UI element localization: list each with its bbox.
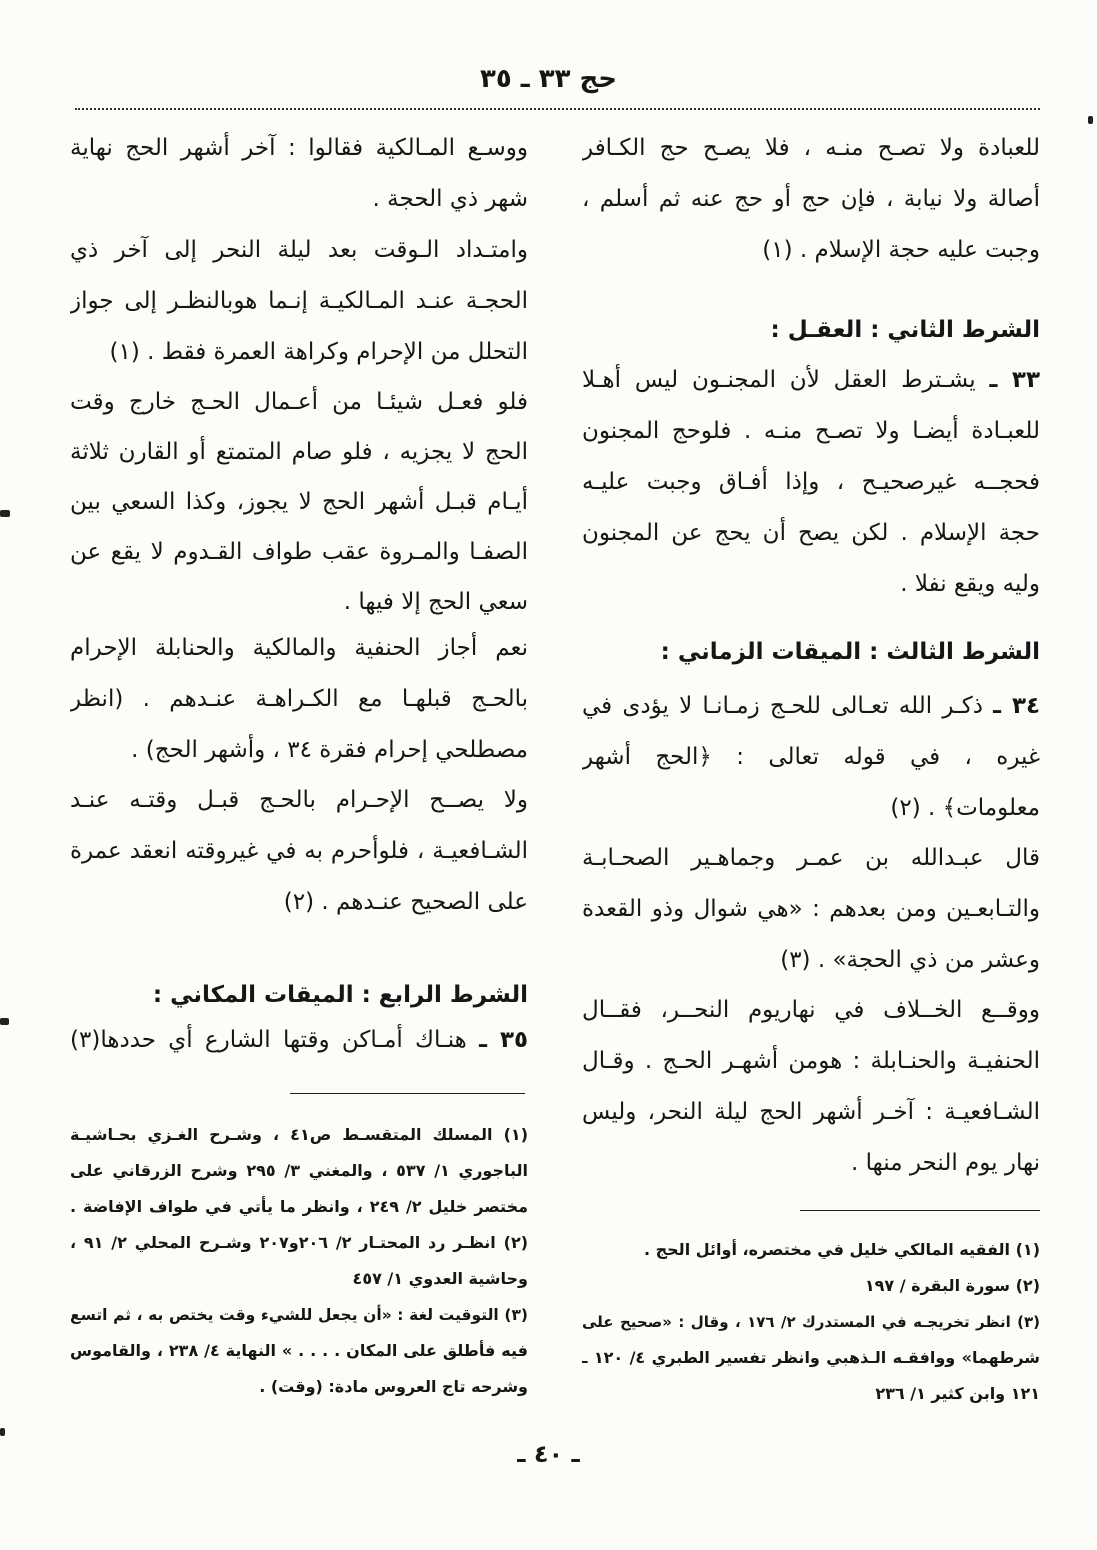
text-line: بالحـج قبلهـا مع الكـراهـة عنـدهم . (انظر	[70, 686, 528, 712]
footnote-line: وشرحه تاج العروس مادة: (وقت) .	[259, 1377, 528, 1396]
footnote-line: شرطهما» ووافقـه الـذهبي وانظر تفسير الطبري ٤/ ١٢٠ ـ	[582, 1348, 1040, 1367]
left-col-paragraph-5	[70, 775, 528, 928]
footnote-line: (٣) التوقيت لغة : «أن يجعل للشيء وقت يختص به ، ثم اتسع	[70, 1306, 528, 1324]
footnote-separator	[800, 1210, 1040, 1211]
text-line: والتـابعـين ومن بعدهم : «هي شوال وذو القعدة	[582, 896, 1040, 922]
text-line: نعم أجاز الحنفية والمالكية والحنابلة الإحرام	[70, 635, 528, 661]
text-line: الشـافعيـة : آخـر أشهر الحج ليلة النحر، وليس	[582, 1099, 1040, 1125]
scan-mark	[1088, 116, 1093, 124]
scan-mark	[0, 1018, 9, 1025]
text-line: مصطلحي إحرام فقرة ٣٤ ، وأشهر الحج) .	[131, 737, 528, 763]
text-line: نهار يوم النحر منها .	[851, 1150, 1040, 1176]
section-heading: الشرط الثاني : العقـل :	[770, 317, 1040, 343]
section-heading-condition-3	[582, 627, 1040, 678]
right-col-paragraph-4	[582, 833, 1040, 986]
text-line: شهر ذي الحجة .	[372, 186, 528, 212]
text-line	[582, 355, 1040, 406]
left-col-paragraph-4	[70, 623, 528, 776]
text-line: أصالة ولا نيابة ، فإن حج أو حج عنه ثم أسلم ،	[582, 186, 1040, 212]
left-col-paragraph-2	[70, 225, 528, 378]
text-line-content: هنـاك أمـاكن وقتها الشارع أي حددها(٣)	[70, 1027, 467, 1053]
paragraph-33	[582, 355, 1040, 610]
footnote-line: فيه فأطلق على المكان . . . . » النهاية ٤/ ٢٣٨ ، والقاموس	[70, 1341, 528, 1360]
text-line: الحنفيـة والحنـابلة : هومن أشهـر الحـج . وقـال	[582, 1048, 1040, 1074]
text-line: ووسـع المـالكية فقالوا : آخر أشهر الحج نهاية	[70, 135, 528, 161]
text-line-content: ذكـر الله تعـالى للحـج زمـانـا لا يؤدى في	[582, 693, 983, 719]
scan-mark	[0, 1428, 5, 1436]
section-heading-condition-2	[582, 305, 1040, 356]
footnote-line: (٣) انظر تخريجـه في المستدرك ٢/ ١٧٦ ، وقال : «صحيح على	[582, 1313, 1040, 1331]
text-line: أيـام قبـل أشهر الحج لا يجوز، وكذا السعي بين	[70, 489, 528, 515]
text-line: حجة الإسلام . لكن يصح أن يحج عن المجنون	[582, 520, 1040, 546]
paragraph-number: ٣٣ ـ	[989, 367, 1040, 393]
left-col-footnotes	[70, 1117, 528, 1405]
right-col-paragraph-5	[582, 985, 1040, 1189]
text-line: للعبـادة أيضـا ولا تصـح منـه . فلوحج المجنون	[582, 418, 1040, 444]
running-header: حج ٣٣ ـ ٣٥	[479, 64, 618, 94]
footnote-line: ١٢١ وابن كثير ١/ ٢٣٦	[875, 1384, 1040, 1403]
text-line: ولا يصــح الإحـرام بالحـج قبـل وقتـه عنـد	[70, 787, 528, 813]
footnote-line: مختصر خليل ٢/ ٢٤٩ ، وانظر ما يأتي في طواف الإفاضة .	[70, 1197, 528, 1216]
text-line: للعبادة ولا تصـح منـه ، فلا يصـح حج الكـافر	[582, 135, 1040, 161]
footnote-line: الباجوري ١/ ٥٣٧ ، والمغني ٣/ ٢٩٥ وشرح الزرقاني على	[70, 1161, 528, 1180]
text-line: الصفـا والمـروة عقب طواف القـدوم لا يقع عن	[70, 539, 528, 565]
header-dotted-rule	[75, 108, 1040, 110]
paragraph-number: ٣٥ ـ	[479, 1027, 528, 1053]
text-line: التحلل من الإحرام وكراهة العمرة فقط . (١)	[109, 339, 528, 365]
section-heading: الشرط الثالث : الميقات الزماني :	[660, 639, 1040, 665]
text-line: وعشر من ذي الحجة» . (٣)	[780, 947, 1040, 973]
text-line: الحج لا يجزيه ، فلو صام المتمتع أو القارن ثلاثة	[70, 439, 528, 465]
section-heading-condition-4	[70, 970, 528, 1021]
left-col-paragraph-3	[70, 377, 528, 627]
text-line: معلومات﴾ . (٢)	[890, 795, 1040, 821]
footnote-line: (٢) انظـر رد المحتـار ٢/ ٢٠٦و٢٠٧ وشـرح المحلي ٢/ ٩١ ،	[70, 1233, 528, 1252]
paragraph-number: ٣٤ ـ	[993, 693, 1040, 719]
text-line	[582, 681, 1040, 732]
left-col-paragraph-1	[70, 123, 528, 225]
text-line: على الصحيح عنـدهم . (٢)	[283, 889, 528, 915]
footnote-line: (١) الفقيه المالكي خليل في مختصره، أوائل الحج .	[643, 1240, 1040, 1259]
text-line: وليه ويقع نفلا .	[900, 571, 1040, 597]
text-line: الحجـة عنـد المـالكيـة إنـما هوبالنظـر إلى جواز	[70, 288, 528, 314]
footnote-line: (٢) سورة البقرة / ١٩٧	[864, 1276, 1040, 1295]
right-col-footnotes	[582, 1232, 1040, 1412]
text-line: وامتـداد الـوقت بعد ليلة النحر إلى آخر ذي	[70, 237, 528, 263]
text-line: قال عبـدالله بن عمـر وجماهـير الصحـابـة	[582, 845, 1040, 871]
text-line: غيره ، في قوله تعالى : ﴿الحج أشهر	[582, 744, 1040, 770]
footnote-line: وحاشية العدوي ١/ ٤٥٧	[352, 1269, 528, 1288]
text-line: ووقــع الخــلاف في نهاريوم النحــر، فقــال	[582, 997, 1040, 1023]
text-line: فحجــه غيرصحيـح ، وإذا أفـاق وجبت عليـه	[582, 469, 1040, 495]
footnote-separator	[290, 1093, 525, 1094]
scan-mark	[0, 510, 10, 517]
text-line: الشـافعيـة ، فلوأحرم به في غيروقته انعقد عمرة	[70, 838, 528, 864]
text-line: فلو فعـل شيئـا من أعـمال الحـج خارج وقت	[70, 389, 528, 415]
section-heading: الشرط الرابع : الميقات المكاني :	[152, 982, 528, 1008]
text-line: سعي الحج إلا فيها .	[343, 589, 528, 615]
right-col-paragraph-1	[582, 123, 1040, 276]
paragraph-35	[70, 1015, 528, 1066]
footnote-line: (١) المسلك المتقسـط ص٤١ ، وشـرح الغـزي بحـاشيـة	[70, 1125, 528, 1144]
page-number: ـ ٤٠ ـ	[517, 1440, 580, 1468]
text-line	[70, 1015, 528, 1066]
paragraph-34	[582, 681, 1040, 834]
text-line: وجبت عليه حجة الإسلام . (١)	[762, 237, 1040, 263]
text-line-content: يشـترط العقل لأن المجنـون ليس أهـلا	[582, 367, 976, 393]
